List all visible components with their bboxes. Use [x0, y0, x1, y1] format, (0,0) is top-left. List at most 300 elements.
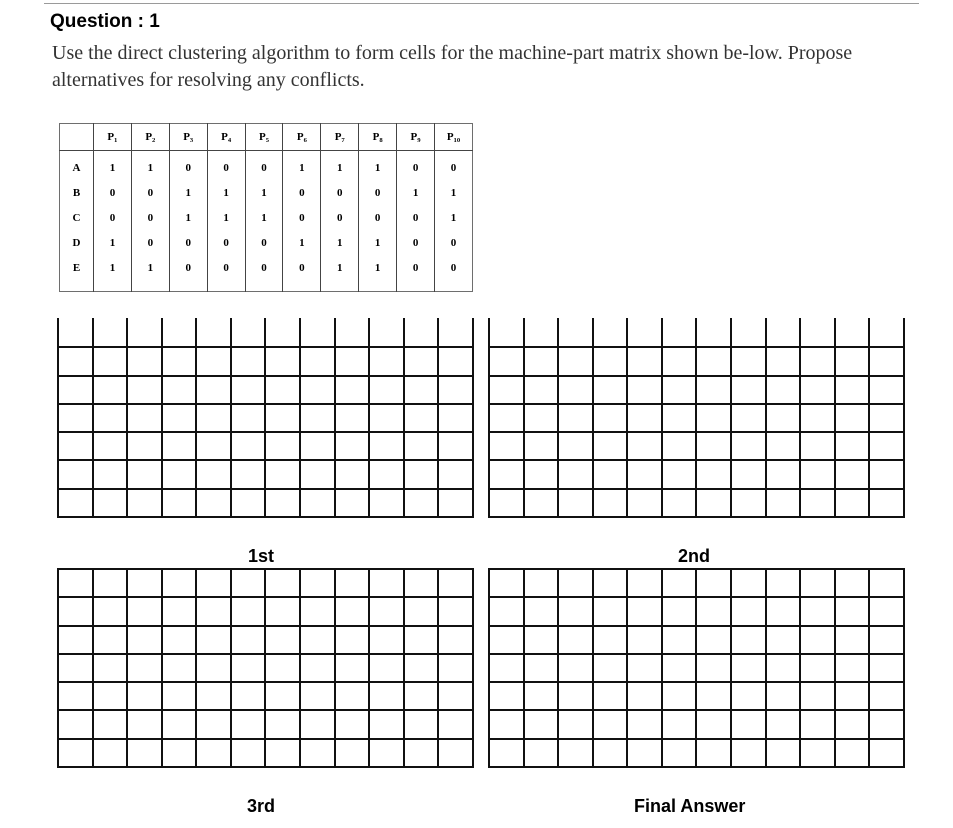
grid-cell — [523, 625, 558, 653]
grid-cell — [57, 403, 92, 431]
grid-cell — [799, 709, 834, 737]
grid-cell — [403, 318, 438, 346]
matrix-cell: 0 — [321, 180, 359, 205]
grid-cell — [730, 568, 765, 596]
grid-cell — [437, 346, 472, 374]
grid-cell — [834, 346, 869, 374]
grid-cell — [403, 653, 438, 681]
grid-cell — [264, 375, 299, 403]
work-grid-3rd — [57, 568, 474, 768]
grid-cell — [368, 653, 403, 681]
grid-cell — [437, 738, 472, 766]
matrix-cell: 0 — [321, 205, 359, 230]
grid-cell — [488, 681, 523, 709]
grid-cell — [626, 431, 661, 459]
grid-cell — [488, 625, 523, 653]
grid-cell — [334, 596, 369, 624]
grid-cell — [195, 375, 230, 403]
grid-cell — [195, 625, 230, 653]
grid-cell — [626, 488, 661, 516]
grid-cell — [730, 346, 765, 374]
question-text: Use the direct clustering algorithm to form cells for the machine-part matrix shown be-low. Propose alternatives for resolving any conflicts. — [52, 42, 853, 91]
grid-cell — [765, 318, 800, 346]
grid-cell — [626, 653, 661, 681]
grid-cell — [403, 459, 438, 487]
grid-cell — [368, 625, 403, 653]
grid-cell — [334, 738, 369, 766]
grid-cell — [626, 568, 661, 596]
grid-cell — [765, 488, 800, 516]
grid-cell — [264, 738, 299, 766]
grid-cell — [523, 318, 558, 346]
grid-cell — [299, 346, 334, 374]
grid-cell — [488, 709, 523, 737]
grid-cell — [557, 431, 592, 459]
grid-cell — [592, 488, 627, 516]
grid-cell — [523, 681, 558, 709]
grid-cell — [299, 596, 334, 624]
grid-cell — [661, 738, 696, 766]
matrix-cell: 1 — [169, 180, 207, 205]
grid-cell — [868, 596, 903, 624]
grid-cell — [264, 431, 299, 459]
grid-cell — [799, 488, 834, 516]
grid-cell — [661, 625, 696, 653]
grid-cell — [230, 488, 265, 516]
matrix-cell: 0 — [131, 180, 169, 205]
matrix-cell: 0 — [245, 230, 283, 255]
grid-cell — [695, 568, 730, 596]
grid-cell — [592, 653, 627, 681]
matrix-cell: 0 — [169, 151, 207, 181]
grid-cell — [161, 459, 196, 487]
matrix-cell: 1 — [94, 230, 132, 255]
grid-cell — [868, 738, 903, 766]
grid-cell — [834, 488, 869, 516]
matrix-cell: 1 — [435, 180, 473, 205]
grid-cell — [92, 375, 127, 403]
grid-cell — [695, 403, 730, 431]
grid-cell — [523, 346, 558, 374]
grid-cell — [523, 709, 558, 737]
matrix-cell: 0 — [283, 255, 321, 280]
grid-cell — [92, 568, 127, 596]
grid-cell — [695, 596, 730, 624]
grid-cell — [557, 459, 592, 487]
grid-cell — [126, 596, 161, 624]
grid-cell — [57, 459, 92, 487]
machine-part-matrix — [59, 123, 473, 292]
grid-cell — [92, 403, 127, 431]
grid-cell — [868, 653, 903, 681]
grid-cell — [368, 596, 403, 624]
grid-cell — [661, 403, 696, 431]
matrix-cell: 1 — [131, 255, 169, 280]
grid-cell — [557, 709, 592, 737]
grid-cell — [799, 403, 834, 431]
grid-cell — [799, 459, 834, 487]
grid-cell — [264, 403, 299, 431]
grid-cell — [523, 596, 558, 624]
part-header: P₂ — [131, 124, 169, 151]
grid-cell — [437, 653, 472, 681]
grid-cell — [730, 459, 765, 487]
grid-cell — [799, 568, 834, 596]
grid-cell — [161, 596, 196, 624]
grid-cell — [230, 709, 265, 737]
grid-cell — [661, 488, 696, 516]
grid-cell — [557, 375, 592, 403]
grid-cell — [868, 318, 903, 346]
matrix-cell: 1 — [435, 205, 473, 230]
grid-cell — [368, 375, 403, 403]
matrix-cell: 0 — [283, 180, 321, 205]
grid-cell — [626, 375, 661, 403]
grid-cell — [334, 709, 369, 737]
grid-cell — [557, 403, 592, 431]
grid-cell — [868, 681, 903, 709]
grid-cell — [195, 681, 230, 709]
grid-cell — [299, 738, 334, 766]
matrix-cell: 0 — [245, 151, 283, 181]
grid-cell — [264, 596, 299, 624]
grid-label-final-answer: Final Answer — [634, 796, 746, 816]
grid-cell — [626, 738, 661, 766]
grid-cell — [626, 459, 661, 487]
machine-label: A — [72, 161, 81, 174]
grid-cell — [230, 625, 265, 653]
grid-cell — [264, 709, 299, 737]
grid-cell — [92, 596, 127, 624]
grid-cell — [799, 596, 834, 624]
grid-cell — [488, 459, 523, 487]
grid-cell — [765, 681, 800, 709]
matrix-cell: 1 — [207, 180, 245, 205]
grid-cell — [57, 375, 92, 403]
grid-cell — [437, 318, 472, 346]
grid-cell — [523, 738, 558, 766]
grid-cell — [661, 681, 696, 709]
matrix-cell: 0 — [131, 205, 169, 230]
grid-cell — [334, 459, 369, 487]
grid-cell — [264, 625, 299, 653]
grid-cell — [834, 653, 869, 681]
grid-cell — [299, 681, 334, 709]
grid-cell — [626, 709, 661, 737]
grid-cell — [695, 375, 730, 403]
grid-cell — [765, 403, 800, 431]
grid-cell — [57, 625, 92, 653]
grid-cell — [368, 318, 403, 346]
grid-cell — [57, 488, 92, 516]
grid-cell — [299, 709, 334, 737]
grid-cell — [765, 459, 800, 487]
top-rule — [44, 3, 919, 4]
grid-cell — [403, 431, 438, 459]
grid-cell — [437, 709, 472, 737]
matrix-cell: 0 — [359, 205, 397, 230]
grid-cell — [868, 625, 903, 653]
grid-cell — [57, 738, 92, 766]
grid-cell — [92, 459, 127, 487]
matrix-cell: 1 — [169, 205, 207, 230]
question-title: Question : 1 — [50, 11, 160, 32]
grid-cell — [488, 488, 523, 516]
grid-cell — [264, 488, 299, 516]
grid-cell — [695, 709, 730, 737]
grid-cell — [730, 318, 765, 346]
machine-label: B — [72, 186, 81, 199]
part-header: P₃ — [169, 124, 207, 151]
grid-cell — [834, 596, 869, 624]
grid-cell — [92, 738, 127, 766]
grid-cell — [299, 488, 334, 516]
matrix-cell: 0 — [359, 180, 397, 205]
grid-cell — [730, 488, 765, 516]
grid-cell — [195, 318, 230, 346]
grid-cell — [195, 459, 230, 487]
grid-cell — [765, 375, 800, 403]
grid-cell — [557, 488, 592, 516]
grid-cell — [230, 431, 265, 459]
grid-cell — [230, 681, 265, 709]
grid-cell — [403, 375, 438, 403]
grid-cell — [126, 738, 161, 766]
grid-cell — [799, 318, 834, 346]
grid-cell — [765, 596, 800, 624]
grid-cell — [334, 403, 369, 431]
grid-label-1st: 1st — [248, 546, 275, 566]
grid-cell — [730, 431, 765, 459]
grid-cell — [834, 318, 869, 346]
grid-cell — [730, 653, 765, 681]
grid-cell — [626, 625, 661, 653]
grid-cell — [592, 596, 627, 624]
grid-cell — [695, 681, 730, 709]
grid-cell — [403, 596, 438, 624]
grid-cell — [661, 431, 696, 459]
part-header: P₈ — [359, 124, 397, 151]
grid-cell — [695, 346, 730, 374]
work-grid-final — [488, 568, 905, 768]
grid-cell — [834, 431, 869, 459]
part-header: P₇ — [321, 124, 359, 151]
matrix-cell: 0 — [435, 255, 473, 280]
grid-cell — [661, 596, 696, 624]
grid-cell — [661, 653, 696, 681]
grid-cell — [368, 403, 403, 431]
grid-cell — [799, 346, 834, 374]
grid-cell — [334, 318, 369, 346]
matrix-cell: 1 — [321, 151, 359, 181]
part-header: P₉ — [397, 124, 435, 151]
grid-cell — [195, 709, 230, 737]
grid-cell — [661, 375, 696, 403]
grid-cell — [834, 568, 869, 596]
grid-cell — [230, 653, 265, 681]
grid-cell — [523, 568, 558, 596]
grid-cell — [368, 681, 403, 709]
grid-cell — [592, 459, 627, 487]
matrix-cell: 0 — [397, 230, 435, 255]
part-header: P₁ — [94, 124, 132, 151]
matrix-cell: 1 — [321, 230, 359, 255]
grid-cell — [161, 431, 196, 459]
matrix-cell: 0 — [94, 180, 132, 205]
grid-cell — [730, 681, 765, 709]
grid-cell — [765, 346, 800, 374]
grid-cell — [592, 568, 627, 596]
grid-cell — [765, 568, 800, 596]
grid-cell — [161, 625, 196, 653]
matrix-cell: 0 — [169, 255, 207, 280]
grid-cell — [230, 568, 265, 596]
grid-cell — [57, 346, 92, 374]
grid-cell — [834, 709, 869, 737]
matrix-filler-row — [60, 280, 473, 291]
grid-cell — [299, 318, 334, 346]
matrix-row — [60, 151, 473, 181]
grid-cell — [334, 568, 369, 596]
grid-cell — [799, 431, 834, 459]
grid-cell — [299, 459, 334, 487]
grid-cell — [403, 625, 438, 653]
grid-cell — [161, 653, 196, 681]
matrix-header-row — [60, 124, 473, 151]
grid-cell — [834, 681, 869, 709]
grid-cell — [368, 568, 403, 596]
grid-cell — [765, 653, 800, 681]
grid-cell — [557, 625, 592, 653]
matrix-cell: 0 — [207, 230, 245, 255]
grid-cell — [57, 709, 92, 737]
grid-cell — [368, 431, 403, 459]
grid-cell — [834, 403, 869, 431]
grid-cell — [488, 375, 523, 403]
grid-cell — [695, 488, 730, 516]
grid-cell — [230, 459, 265, 487]
grid-cell — [834, 625, 869, 653]
grid-cell — [195, 596, 230, 624]
grid-cell — [523, 403, 558, 431]
part-header: P₁₀ — [435, 124, 473, 151]
grid-cell — [403, 738, 438, 766]
grid-cell — [592, 709, 627, 737]
grid-cell — [437, 403, 472, 431]
grid-cell — [230, 318, 265, 346]
grid-cell — [57, 568, 92, 596]
grid-cell — [403, 403, 438, 431]
grid-cell — [437, 431, 472, 459]
grid-cell — [661, 568, 696, 596]
grid-cell — [730, 596, 765, 624]
grid-cell — [523, 653, 558, 681]
grid-cell — [126, 459, 161, 487]
grid-cell — [126, 709, 161, 737]
grid-cell — [488, 596, 523, 624]
grid-cell — [592, 403, 627, 431]
work-grid-1st — [57, 318, 474, 518]
matrix-cell: 0 — [207, 151, 245, 181]
grid-cell — [126, 375, 161, 403]
matrix-cell: 1 — [359, 151, 397, 181]
matrix-cell: 0 — [207, 255, 245, 280]
grid-cell — [92, 431, 127, 459]
grid-cell — [834, 459, 869, 487]
grid-cell — [195, 653, 230, 681]
matrix-cell: 1 — [245, 180, 283, 205]
part-header: P₅ — [245, 124, 283, 151]
machine-label: C — [72, 211, 81, 224]
grid-cell — [334, 488, 369, 516]
grid-cell — [834, 375, 869, 403]
matrix-cell: 1 — [94, 151, 132, 181]
grid-cell — [799, 653, 834, 681]
grid-cell — [765, 431, 800, 459]
part-header: P₆ — [283, 124, 321, 151]
grid-cell — [126, 318, 161, 346]
grid-cell — [299, 431, 334, 459]
grid-cell — [626, 403, 661, 431]
grid-cell — [161, 318, 196, 346]
grid-cell — [264, 681, 299, 709]
grid-cell — [730, 709, 765, 737]
matrix-cell: 0 — [397, 151, 435, 181]
grid-cell — [730, 375, 765, 403]
part-header: P₄ — [207, 124, 245, 151]
grid-cell — [695, 431, 730, 459]
grid-cell — [92, 681, 127, 709]
matrix-cell: 0 — [131, 230, 169, 255]
grid-cell — [661, 459, 696, 487]
grid-cell — [92, 346, 127, 374]
grid-cell — [626, 346, 661, 374]
grid-cell — [403, 346, 438, 374]
grid-cell — [592, 625, 627, 653]
matrix-cell: 0 — [283, 205, 321, 230]
grid-cell — [695, 318, 730, 346]
matrix-cell: 0 — [435, 230, 473, 255]
grid-cell — [437, 488, 472, 516]
grid-cell — [161, 403, 196, 431]
grid-cell — [299, 403, 334, 431]
matrix-cell: 1 — [359, 255, 397, 280]
grid-cell — [488, 346, 523, 374]
grid-cell — [299, 625, 334, 653]
grid-cell — [403, 568, 438, 596]
grid-cell — [334, 625, 369, 653]
work-grid-2nd — [488, 318, 905, 518]
grid-cell — [334, 653, 369, 681]
grid-cell — [626, 681, 661, 709]
grid-cell — [126, 681, 161, 709]
grid-cell — [868, 346, 903, 374]
grid-cell — [92, 318, 127, 346]
grid-cell — [92, 709, 127, 737]
grid-cell — [437, 375, 472, 403]
grid-cell — [92, 653, 127, 681]
grid-cell — [695, 459, 730, 487]
grid-cell — [230, 346, 265, 374]
grid-cell — [195, 568, 230, 596]
grid-cell — [195, 431, 230, 459]
grid-cell — [57, 318, 92, 346]
grid-cell — [765, 625, 800, 653]
grid-cell — [626, 596, 661, 624]
matrix-cell: 1 — [94, 255, 132, 280]
grid-cell — [299, 653, 334, 681]
matrix-cell: 1 — [245, 205, 283, 230]
